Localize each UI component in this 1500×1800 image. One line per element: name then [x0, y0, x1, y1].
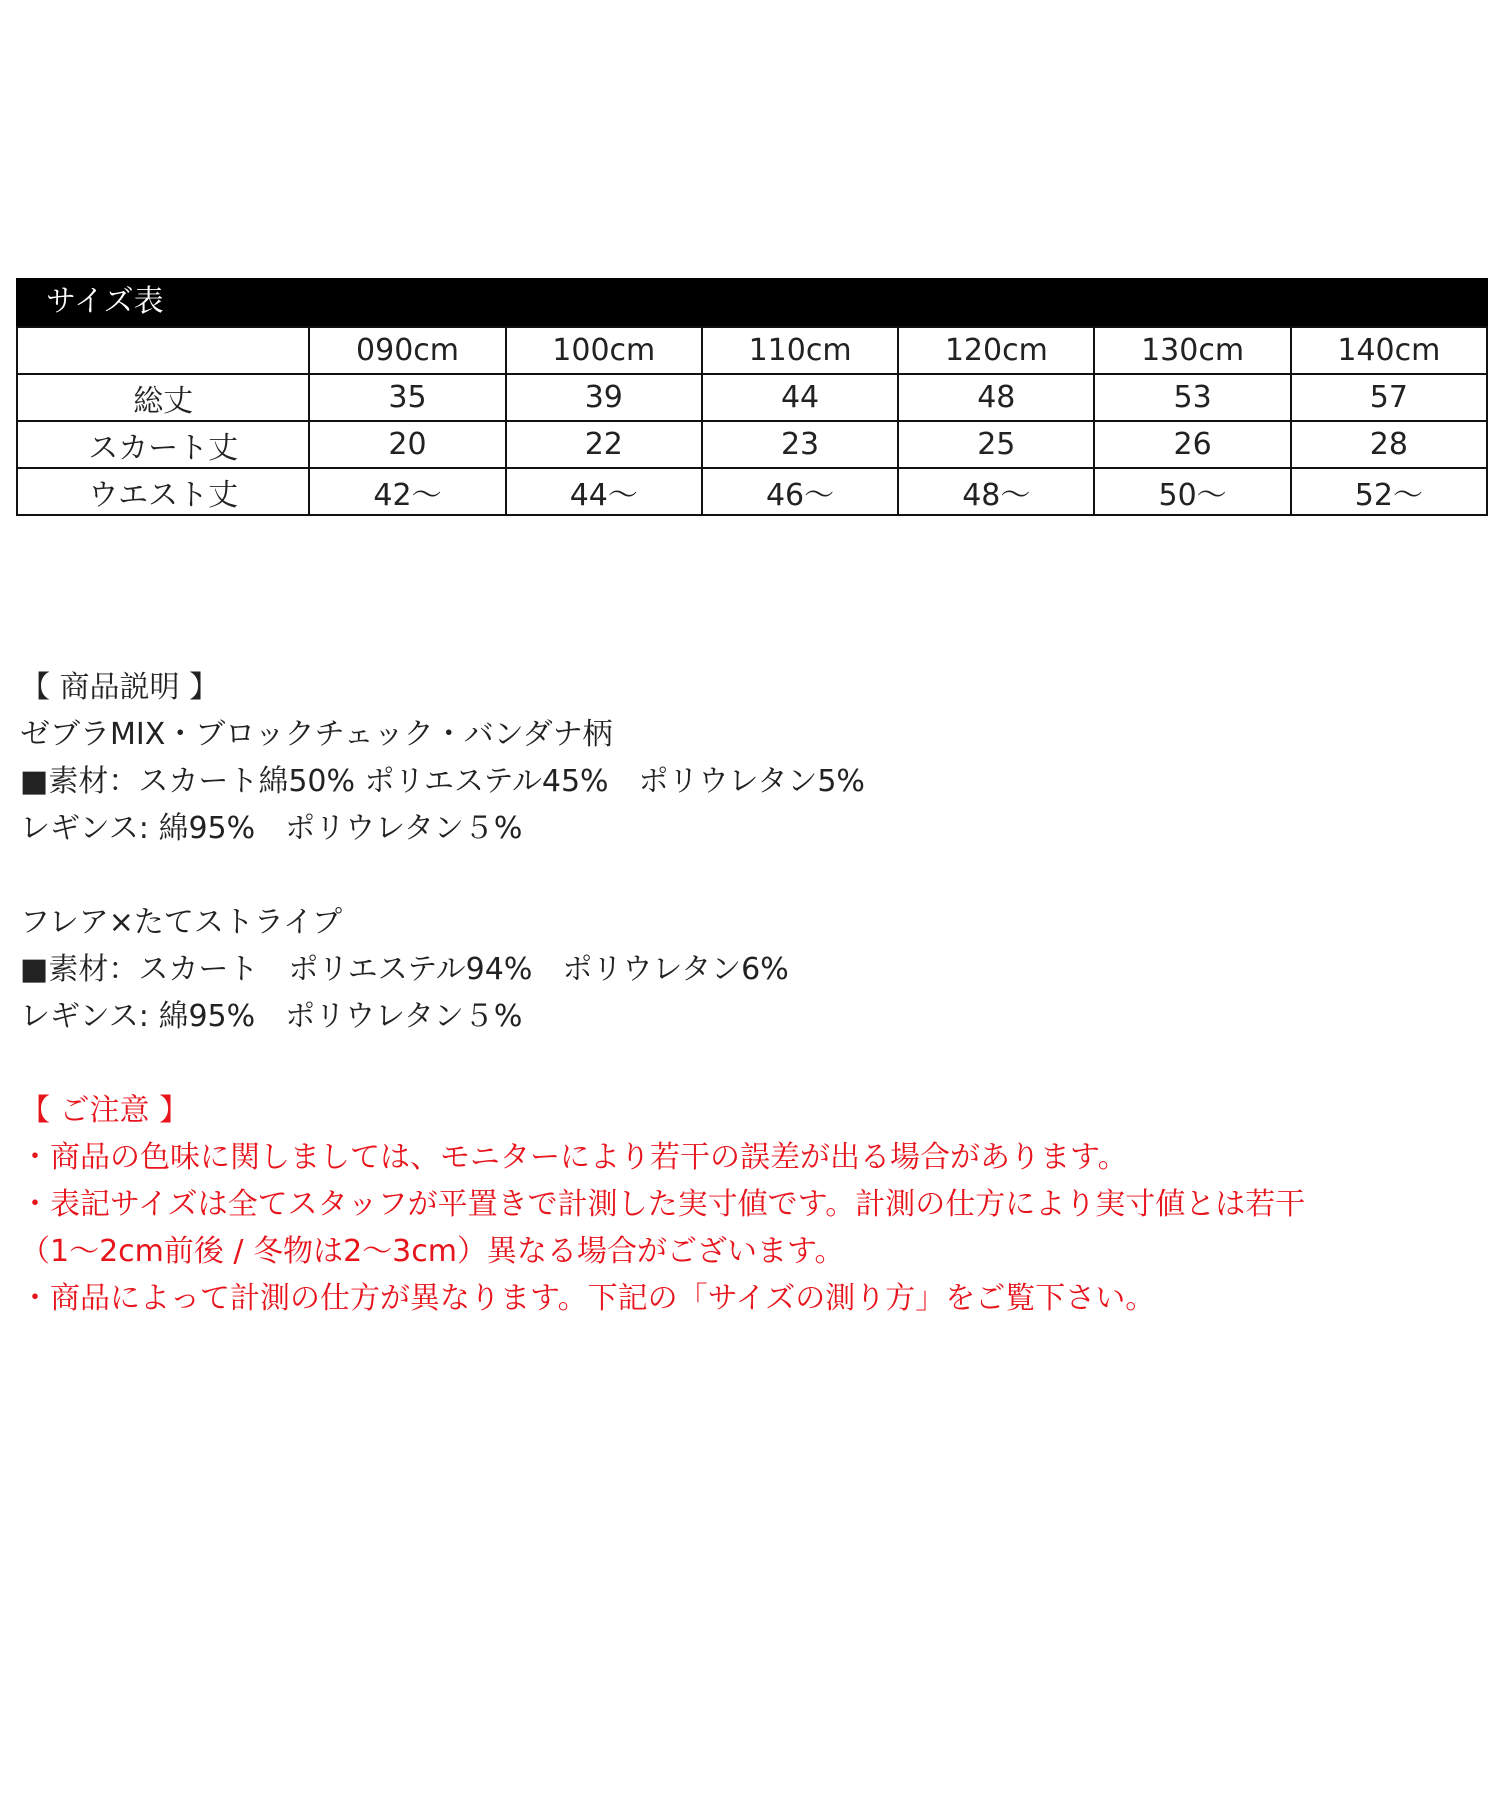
header-cell-120: 120cm [898, 327, 1094, 374]
header-cell-100: 100cm [506, 327, 702, 374]
notice [20, 1087, 1460, 1322]
row-label: 総丈 [17, 374, 309, 421]
table-cell: 50～ [1094, 468, 1290, 515]
table-cell: 53 [1094, 374, 1290, 421]
description-heading: 【 商品説明 】 [20, 670, 220, 705]
row-label: スカート丈 [17, 421, 309, 468]
table-cell: 42～ [309, 468, 505, 515]
table-cell: 20 [309, 421, 505, 468]
variant1-material: ■素材：スカート綿50% ポリエステル45% ポリウレタン5% [20, 764, 865, 799]
notice-line: （1～2cm前後 / 冬物は2～3cm）異なる場合がございます。 [20, 1234, 845, 1269]
variant1-leggings: レギンス: 綿95% ポリウレタン５% [20, 811, 523, 846]
table-cell: 25 [898, 421, 1094, 468]
table-cell: 48 [898, 374, 1094, 421]
size-chart [16, 278, 1488, 516]
header-cell-empty [17, 327, 309, 374]
notice-heading: 【 ご注意 】 [20, 1093, 190, 1128]
notice-line: ・商品の色味に関しましては、モニターにより若干の誤差が出る場合があります。 [20, 1140, 1128, 1175]
size-table [16, 326, 1488, 516]
table-cell: 48～ [898, 468, 1094, 515]
table-cell: 23 [702, 421, 898, 468]
spacer [20, 852, 1460, 899]
table-cell: 57 [1291, 374, 1487, 421]
table-cell: 26 [1094, 421, 1290, 468]
size-header-row [17, 327, 1487, 374]
table-cell: 39 [506, 374, 702, 421]
table-cell: 46～ [702, 468, 898, 515]
table-cell: 52～ [1291, 468, 1487, 515]
table-cell: 22 [506, 421, 702, 468]
variant1-name: ゼブラMIX・ブロックチェック・バンダナ柄 [20, 717, 613, 752]
header-cell-090: 090cm [309, 327, 505, 374]
row-label: ウエスト丈 [17, 468, 309, 515]
header-cell-130: 130cm [1094, 327, 1290, 374]
table-cell: 28 [1291, 421, 1487, 468]
variant2-material: ■素材：スカート ポリエステル94% ポリウレタン6% [20, 952, 789, 987]
table-cell: 35 [309, 374, 505, 421]
header-cell-110: 110cm [702, 327, 898, 374]
product-description [20, 664, 1460, 1040]
variant2-name: フレア×たてストライプ [20, 905, 343, 940]
table-row-waist [17, 468, 1487, 515]
table-cell: 44～ [506, 468, 702, 515]
size-chart-title: サイズ表 [16, 278, 1488, 326]
notice-line: ・表記サイズは全てスタッフが平置きで計測した実寸値です。計測の仕方により実寸値とは若干 [20, 1187, 1306, 1222]
table-row-total-length [17, 374, 1487, 421]
variant2-leggings: レギンス: 綿95% ポリウレタン５% [20, 999, 523, 1034]
table-cell: 44 [702, 374, 898, 421]
table-row-skirt-length [17, 421, 1487, 468]
header-cell-140: 140cm [1291, 327, 1487, 374]
notice-line: ・商品によって計測の仕方が異なります。下記の「サイズの測り方」をご覧下さい。 [20, 1281, 1156, 1316]
